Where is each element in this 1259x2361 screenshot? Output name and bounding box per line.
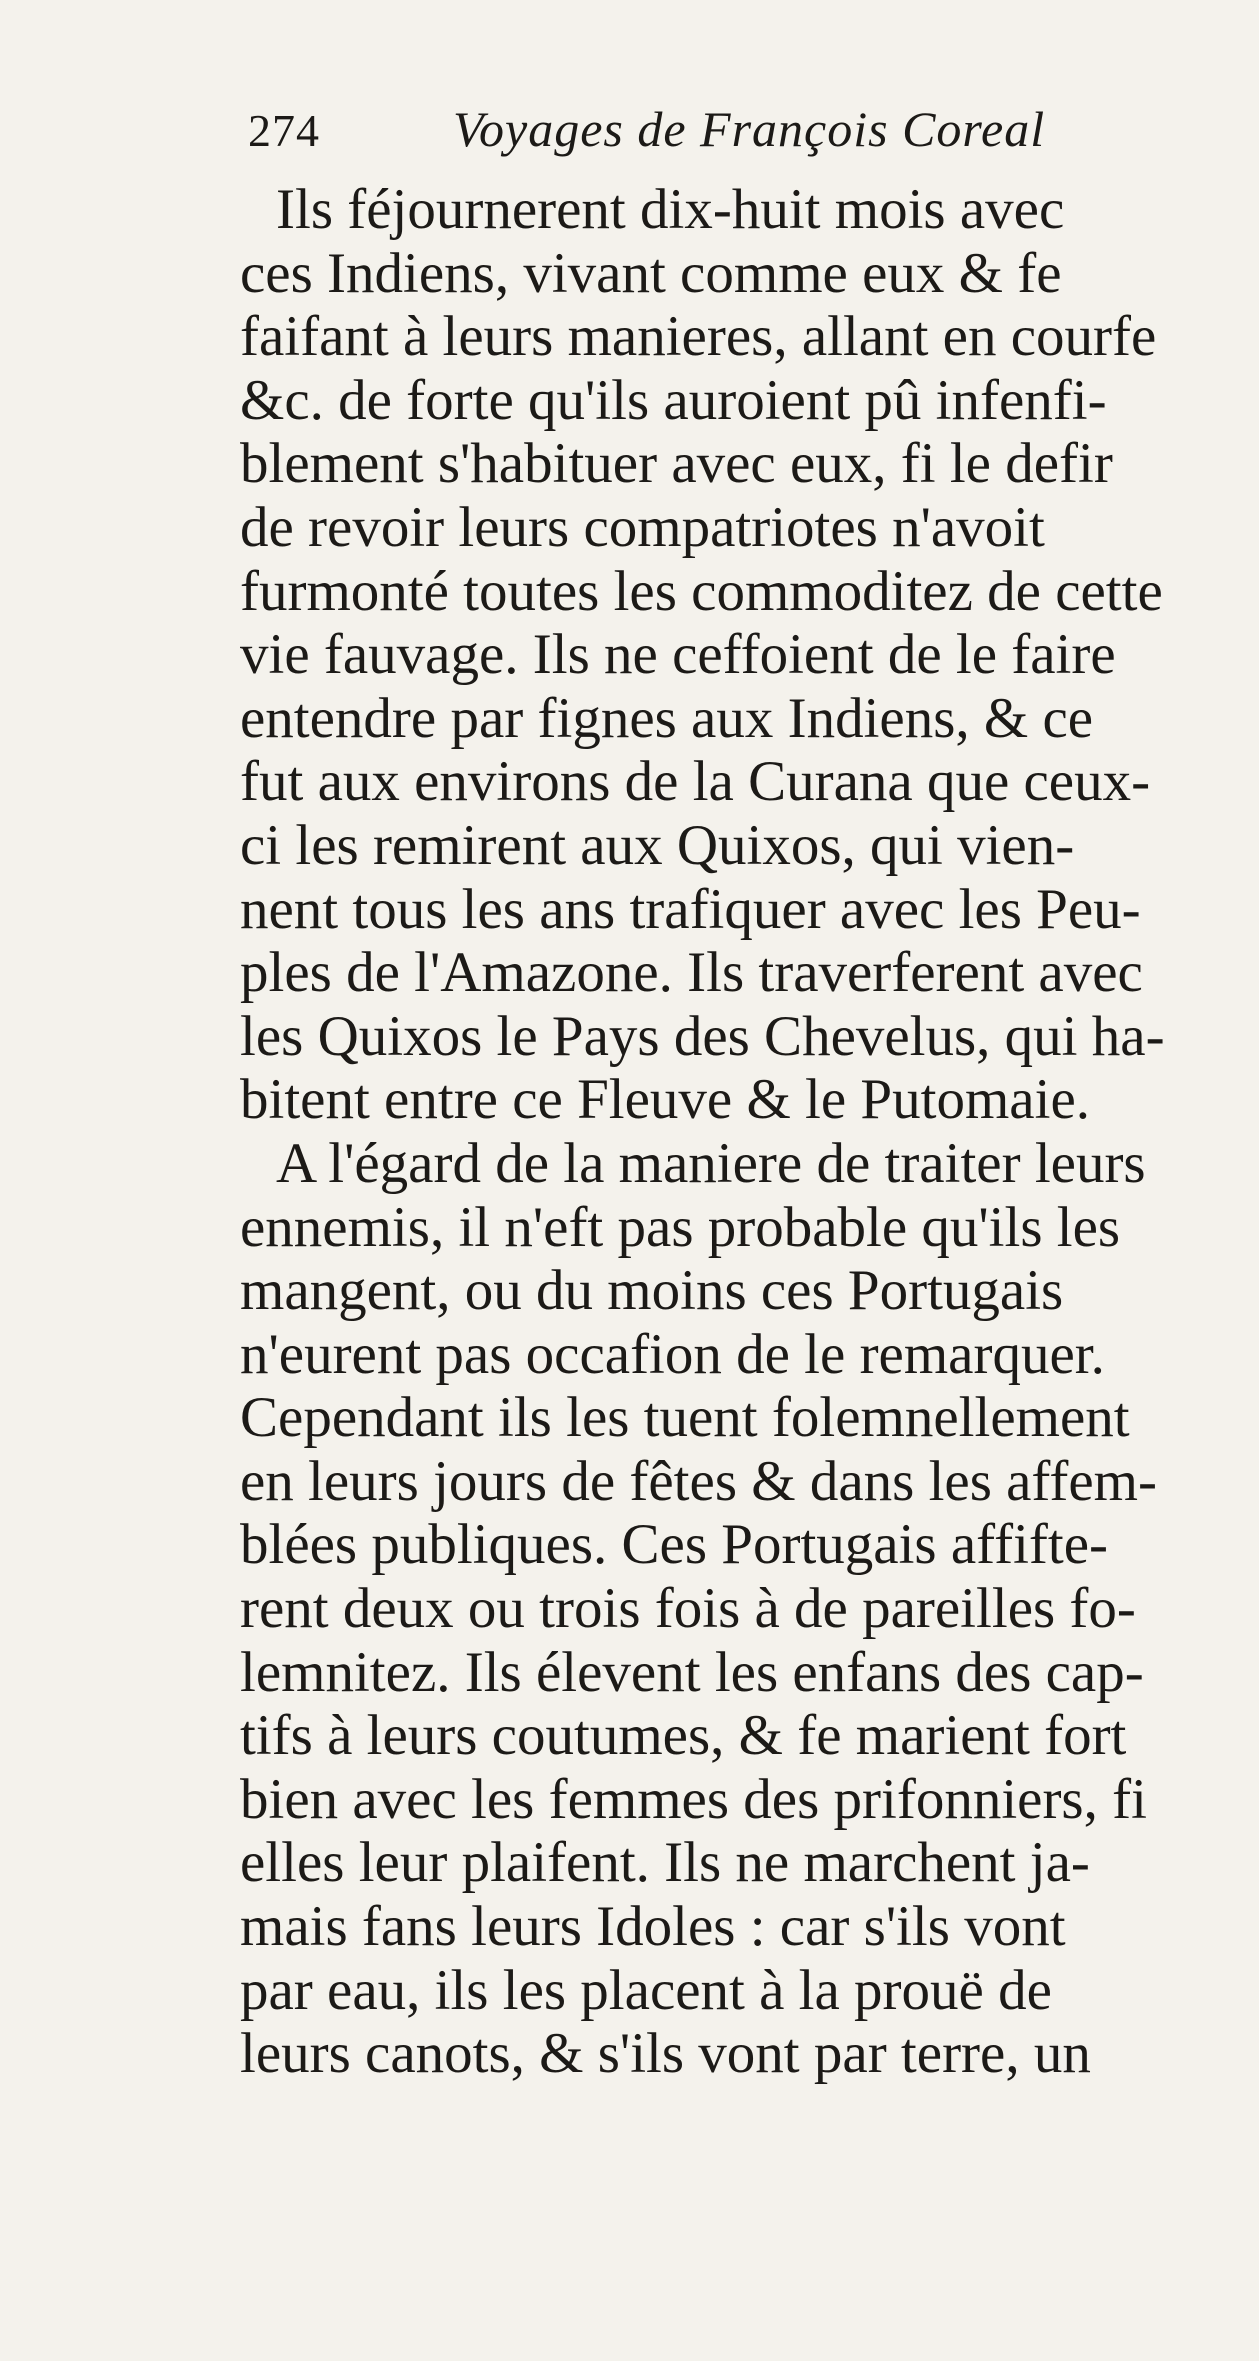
text-line: Ils féjournerent dix-huit mois avec bbox=[276, 178, 1065, 241]
text-line: entendre par fignes aux Indiens, & ce bbox=[240, 686, 1094, 750]
text-line: lemnitez. Ils élevent les enfans des cap- bbox=[240, 1640, 1144, 1704]
text-line: de revoir leurs compatriotes n'avoit bbox=[240, 495, 1045, 559]
text-line: ces Indiens, vivant comme eux & fe bbox=[240, 241, 1062, 305]
page-number: 274 bbox=[248, 105, 320, 156]
text-line: A l'égard de la maniere de traiter leurs bbox=[276, 1131, 1146, 1195]
text-line: n'eurent pas occafion de le remarquer. bbox=[240, 1322, 1105, 1386]
text-line: blement s'habituer avec eux, fi le defir bbox=[240, 432, 1113, 496]
text-line: leurs canots, & s'ils vont par terre, un bbox=[240, 2022, 1091, 2086]
text-line: &c. de forte qu'ils auroient pû infenfi- bbox=[240, 368, 1107, 432]
text-line: rent deux ou trois fois à de pareilles fo- bbox=[240, 1577, 1136, 1641]
text-line: ci les remirent aux Quixos, qui vien- bbox=[240, 813, 1075, 877]
text-line: les Quixos le Pays des Chevelus, qui ha- bbox=[240, 1004, 1165, 1068]
page-header bbox=[248, 100, 1168, 180]
text-line: furmonté toutes les commoditez de cette bbox=[240, 559, 1163, 623]
text-line: tifs à leurs coutumes, & fe marient fort bbox=[240, 1704, 1127, 1768]
text-line: faifant à leurs manieres, allant en courfe bbox=[240, 305, 1157, 369]
text-line: bien avec les femmes des prifonniers, fi bbox=[240, 1767, 1147, 1831]
text-line: en leurs jours de fêtes & dans les affem- bbox=[240, 1449, 1157, 1513]
running-head: Voyages de François Coreal bbox=[453, 101, 1046, 157]
text-line: vie fauvage. Ils ne ceffoient de le faire bbox=[240, 623, 1116, 687]
text-line: par eau, ils les placent à la prouë de bbox=[240, 1958, 1052, 2022]
text-line: mais fans leurs Idoles : car s'ils vont bbox=[240, 1895, 1066, 1959]
text-line: ples de l'Amazone. Ils traverferent avec bbox=[240, 941, 1143, 1005]
text-line: fut aux environs de la Curana que ceux- bbox=[240, 750, 1151, 814]
text-line: Cependant ils les tuent folemnellement bbox=[240, 1386, 1130, 1450]
text-line: nent tous les ans trafiquer avec les Peu- bbox=[240, 877, 1141, 941]
text-line: ennemis, il n'eft pas probable qu'ils les bbox=[240, 1195, 1121, 1259]
body-text bbox=[240, 178, 1220, 2086]
text-line: blées publiques. Ces Portugais affifte- bbox=[240, 1513, 1109, 1577]
text-line: mangent, ou du moins ces Portugais bbox=[240, 1259, 1064, 1323]
text-line: elles leur plaifent. Ils ne marchent ja- bbox=[240, 1831, 1090, 1895]
text-line: bitent entre ce Fleuve & le Putomaie. bbox=[240, 1068, 1090, 1132]
